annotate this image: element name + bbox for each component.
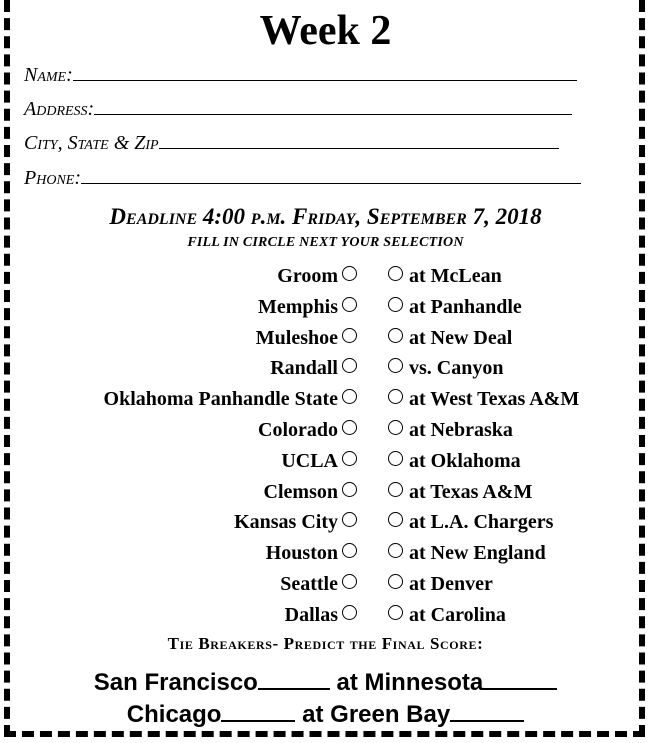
home-pick-circle[interactable] (342, 420, 357, 435)
game-row (0, 569, 651, 600)
home-pick-circle[interactable] (342, 482, 357, 497)
home-pick-circle[interactable] (342, 605, 357, 620)
game-row (0, 446, 651, 477)
home-team: Muleshoe (255, 326, 338, 349)
game-row (0, 507, 651, 538)
game-row (0, 353, 651, 384)
selection-instructions: FILL IN CIRCLE NEXT YOUR SELECTION (187, 235, 464, 250)
phone-field-row (24, 163, 581, 191)
away-pick-circle[interactable] (388, 266, 403, 281)
away-pick-circle[interactable] (388, 451, 403, 466)
home-pick-circle[interactable] (342, 451, 357, 466)
address-field-input[interactable] (94, 94, 572, 115)
home-team: Groom (277, 265, 338, 287)
away-pick-circle[interactable] (388, 605, 403, 620)
tiebreaker-row (0, 698, 651, 730)
away-team: at Carolina (409, 603, 506, 626)
deadline-notice: Deadline 4:00 p.m. Friday, September 7, 2018 (109, 204, 542, 229)
tiebreaker-heading: Tie Breakers- Predict the Final Score: (167, 634, 484, 653)
away-team: at Nebraska (409, 418, 513, 441)
tiebreaker-team-1: San Francisco (93, 669, 258, 696)
away-pick-circle[interactable] (388, 482, 403, 497)
home-team: Memphis (258, 295, 338, 318)
away-team: at West Texas A&M (409, 388, 580, 411)
home-team: Dallas (284, 603, 338, 626)
away-team: at New England (409, 542, 546, 565)
game-row (0, 261, 651, 292)
tiebreaker-score-blank[interactable] (258, 666, 330, 690)
away-pick-circle[interactable] (388, 574, 403, 589)
away-team: at Oklahoma (409, 449, 521, 472)
address-field-row (24, 94, 572, 122)
tiebreaker-score-blank[interactable] (450, 698, 524, 722)
home-pick-circle[interactable] (342, 512, 357, 527)
home-team: Clemson (263, 480, 338, 503)
game-row (0, 415, 651, 446)
tiebreaker-score-blank[interactable] (221, 698, 295, 722)
name-field-row (24, 60, 577, 88)
away-team: at New Deal (409, 326, 513, 349)
home-team: Kansas City (234, 511, 338, 534)
city-state-zip-field-input[interactable] (159, 128, 559, 149)
home-team: UCLA (281, 449, 338, 472)
game-row (0, 323, 651, 354)
tiebreaker-score-blank[interactable] (483, 666, 557, 690)
game-row (0, 600, 651, 631)
away-team: at Texas A&M (409, 480, 533, 503)
city-state-zip-field-row (24, 128, 559, 156)
game-row (0, 384, 651, 415)
home-pick-circle[interactable] (342, 543, 357, 558)
home-pick-circle[interactable] (342, 389, 357, 404)
home-team: Colorado (258, 418, 338, 441)
away-pick-circle[interactable] (388, 358, 403, 373)
name-field-label: Name: (24, 64, 73, 86)
phone-field-label: Phone: (24, 167, 81, 189)
away-pick-circle[interactable] (388, 543, 403, 558)
tiebreaker-team-2: at Minnesota (336, 669, 484, 696)
home-team: Seattle (280, 572, 338, 595)
page-title: Week 2 (259, 8, 392, 54)
game-row (0, 477, 651, 508)
home-team: Houston (265, 542, 338, 565)
away-team: vs. Canyon (409, 357, 504, 380)
away-team: at Panhandle (409, 295, 522, 318)
away-team: at Denver (409, 572, 493, 595)
game-row (0, 292, 651, 323)
tiebreaker-team-2: at Green Bay (302, 701, 451, 728)
home-team: Randall (270, 357, 338, 380)
address-field-label: Address: (24, 98, 95, 120)
away-team: at McLean (409, 265, 502, 287)
home-pick-circle[interactable] (342, 574, 357, 589)
game-row (0, 538, 651, 569)
tiebreaker-row (0, 666, 651, 698)
away-pick-circle[interactable] (388, 297, 403, 312)
tiebreaker-team-1: Chicago (126, 701, 222, 728)
city-state-zip-field-label: City, State & Zip (24, 132, 159, 154)
name-field-input[interactable] (73, 60, 577, 81)
away-pick-circle[interactable] (388, 512, 403, 527)
phone-field-input[interactable] (81, 163, 581, 184)
away-pick-circle[interactable] (388, 389, 403, 404)
home-team: Oklahoma Panhandle State (103, 388, 338, 411)
home-pick-circle[interactable] (342, 297, 357, 312)
home-pick-circle[interactable] (342, 358, 357, 373)
games-list (0, 261, 651, 631)
away-team: at L.A. Chargers (409, 511, 554, 534)
home-pick-circle[interactable] (342, 266, 357, 281)
away-pick-circle[interactable] (388, 328, 403, 343)
home-pick-circle[interactable] (342, 328, 357, 343)
away-pick-circle[interactable] (388, 420, 403, 435)
